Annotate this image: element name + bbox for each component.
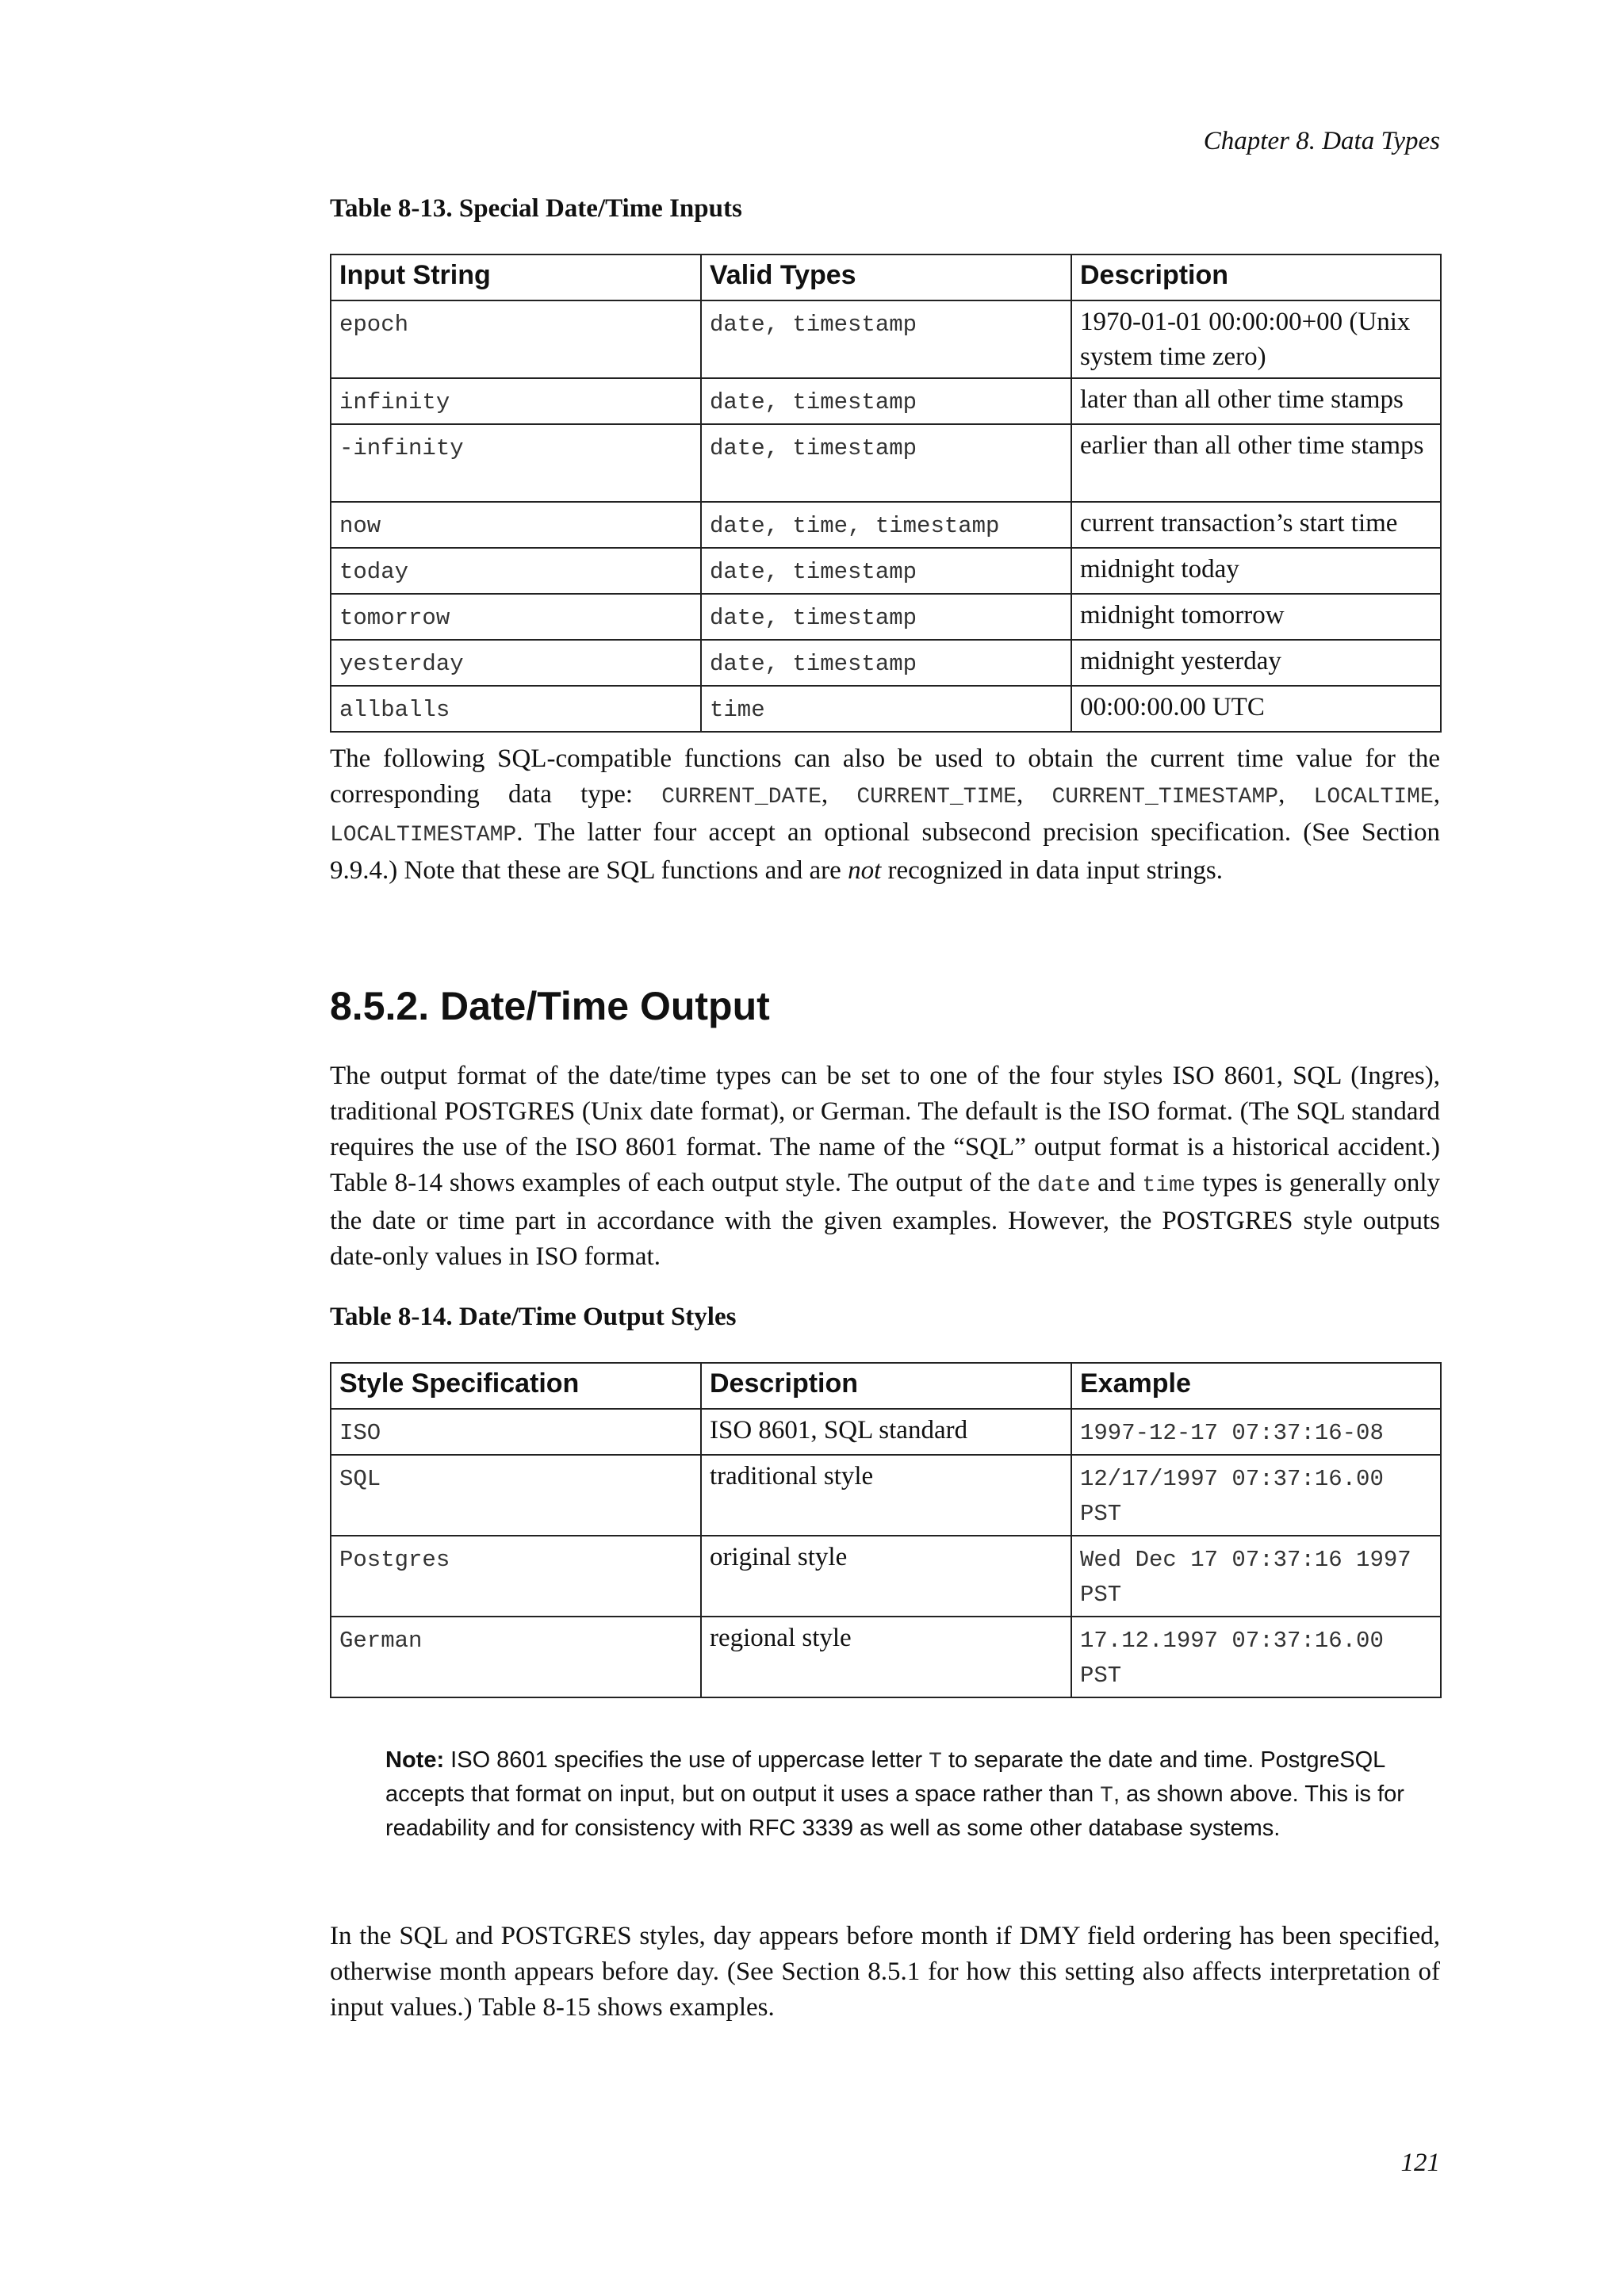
example-cell: 17.12.1997 07:37:16.00 PST (1071, 1617, 1441, 1697)
table-8-13-caption: Table 8-13. Special Date/Time Inputs (330, 194, 742, 223)
text-run: , (1017, 780, 1052, 809)
note-block (385, 1744, 1440, 1845)
valid-types-cell: date, time, timestamp (701, 502, 1071, 548)
text-run: , (1433, 780, 1441, 809)
table-row (331, 1536, 1441, 1617)
text-run: types is generally only the date or time part in accordance with the given examples. However, the POSTGRES style outputs date-only values in ISO format. (330, 1169, 1440, 1271)
input-string-cell: -infinity (331, 424, 701, 502)
code-localtime: LOCALTIME (1313, 785, 1434, 809)
emphasis: not (848, 856, 882, 885)
code-t: T (929, 1750, 942, 1774)
column-header: Description (701, 1363, 1071, 1409)
column-header: Description (1071, 254, 1441, 300)
table-row (331, 1617, 1441, 1697)
code-date: date (1036, 1173, 1091, 1198)
dmy-ordering-paragraph: In the SQL and POSTGRES styles, day appears before month if DMY field ordering has been specified, otherwise month appears before day. (See Section 8.5.1 for how this setting also affects interpretation of input values.) Table 8-15 shows examples. (330, 1922, 1440, 2022)
description-cell: midnight today (1071, 548, 1441, 594)
style-cell: Postgres (331, 1536, 701, 1617)
style-cell: SQL (331, 1455, 701, 1536)
special-datetime-inputs-table (330, 254, 1442, 733)
code-current-timestamp: CURRENT_TIMESTAMP (1051, 785, 1279, 809)
text-run: ISO 8601 specifies the use of uppercase letter (444, 1747, 929, 1773)
input-string-cell: infinity (331, 378, 701, 424)
input-string-cell: yesterday (331, 640, 701, 686)
table-row (331, 1409, 1441, 1455)
valid-types-cell: date, timestamp (701, 378, 1071, 424)
input-string-cell: tomorrow (331, 594, 701, 640)
description-cell: midnight tomorrow (1071, 594, 1441, 640)
input-string-cell: now (331, 502, 701, 548)
table-row (331, 686, 1441, 732)
code-current-time: CURRENT_TIME (856, 785, 1017, 809)
table-row (331, 424, 1441, 502)
valid-types-cell: date, timestamp (701, 640, 1071, 686)
text-run: recognized in data input strings. (881, 856, 1223, 885)
description-cell: current transaction’s start time (1071, 502, 1441, 548)
code-t: T (1100, 1784, 1113, 1808)
text-run: , (1278, 780, 1314, 809)
text-run: . The latter four accept an optional subsecond precision specification. (See Section 9.9.4.) Note that these are SQL functions and are (330, 818, 1440, 885)
datetime-output-styles-table (330, 1362, 1442, 1698)
description-cell: 00:00:00.00 UTC (1071, 686, 1441, 732)
valid-types-cell: date, timestamp (701, 594, 1071, 640)
table-row (331, 548, 1441, 594)
example-cell: 12/17/1997 07:37:16.00 PST (1071, 1455, 1441, 1536)
section-heading: 8.5.2. Date/Time Output (330, 984, 770, 1028)
text-run: , as shown above. This is for readability and for consistency with RFC 3339 as well as some other database systems. (385, 1781, 1404, 1841)
valid-types-cell: date, timestamp (701, 424, 1071, 502)
input-string-cell: epoch (331, 300, 701, 378)
table-row (331, 378, 1441, 424)
style-cell: ISO (331, 1409, 701, 1455)
table-row (331, 300, 1441, 378)
text-run: The output format of the date/time types can be set to one of the four styles ISO 8601, SQL (Ingres), traditional POSTGRES (Unix date format), or German. The default is the ISO format. (The SQL standard requires the use of the ISO 8601 format. The name of the “SQL” output format is a historical accident.) Table 8-14 shows examples of each output style. The output of the (330, 1062, 1440, 1197)
input-string-cell: allballs (331, 686, 701, 732)
input-string-cell: today (331, 548, 701, 594)
running-header: Chapter 8. Data Types (1203, 127, 1440, 155)
code-current-date: CURRENT_DATE (661, 785, 822, 809)
text-run: , (821, 780, 857, 809)
description-cell: midnight yesterday (1071, 640, 1441, 686)
code-localtimestamp: LOCALTIMESTAMP (330, 823, 517, 848)
valid-types-cell: date, timestamp (701, 548, 1071, 594)
note-label: Note: (385, 1747, 445, 1773)
example-cell: Wed Dec 17 07:37:16 1997 PST (1071, 1536, 1441, 1617)
sql-functions-paragraph (330, 741, 1440, 889)
table-row (331, 594, 1441, 640)
page-number: 121 (1400, 2149, 1440, 2177)
valid-types-cell: time (701, 686, 1071, 732)
output-format-paragraph (330, 1058, 1440, 1275)
table-header-row (331, 1363, 1441, 1409)
description-cell: 1970-01-01 00:00:00+00 (Unix system time zero) (1071, 300, 1441, 378)
description-cell: regional style (701, 1617, 1071, 1697)
description-cell: earlier than all other time stamps (1071, 424, 1441, 502)
description-cell: original style (701, 1536, 1071, 1617)
description-cell: ISO 8601, SQL standard (701, 1409, 1071, 1455)
description-cell: later than all other time stamps (1071, 378, 1441, 424)
style-cell: German (331, 1617, 701, 1697)
code-time: time (1142, 1173, 1196, 1198)
text-run: to separate the date and time. PostgreSQL accepts that format on input, but on output it uses a space rather than (385, 1747, 1385, 1807)
column-header: Input String (331, 254, 701, 300)
table-8-14-caption: Table 8-14. Date/Time Output Styles (330, 1303, 737, 1331)
description-cell: traditional style (701, 1455, 1071, 1536)
table-row (331, 502, 1441, 548)
text-run: The following SQL-compatible functions can also be used to obtain the current time value for the corresponding data type: (330, 744, 1440, 809)
text-run: and (1090, 1169, 1143, 1197)
table-row (331, 640, 1441, 686)
valid-types-cell: date, timestamp (701, 300, 1071, 378)
table-header-row (331, 254, 1441, 300)
column-header: Example (1071, 1363, 1441, 1409)
column-header: Valid Types (701, 254, 1071, 300)
example-cell: 1997-12-17 07:37:16-08 (1071, 1409, 1441, 1455)
table-row (331, 1455, 1441, 1536)
column-header: Style Specification (331, 1363, 701, 1409)
